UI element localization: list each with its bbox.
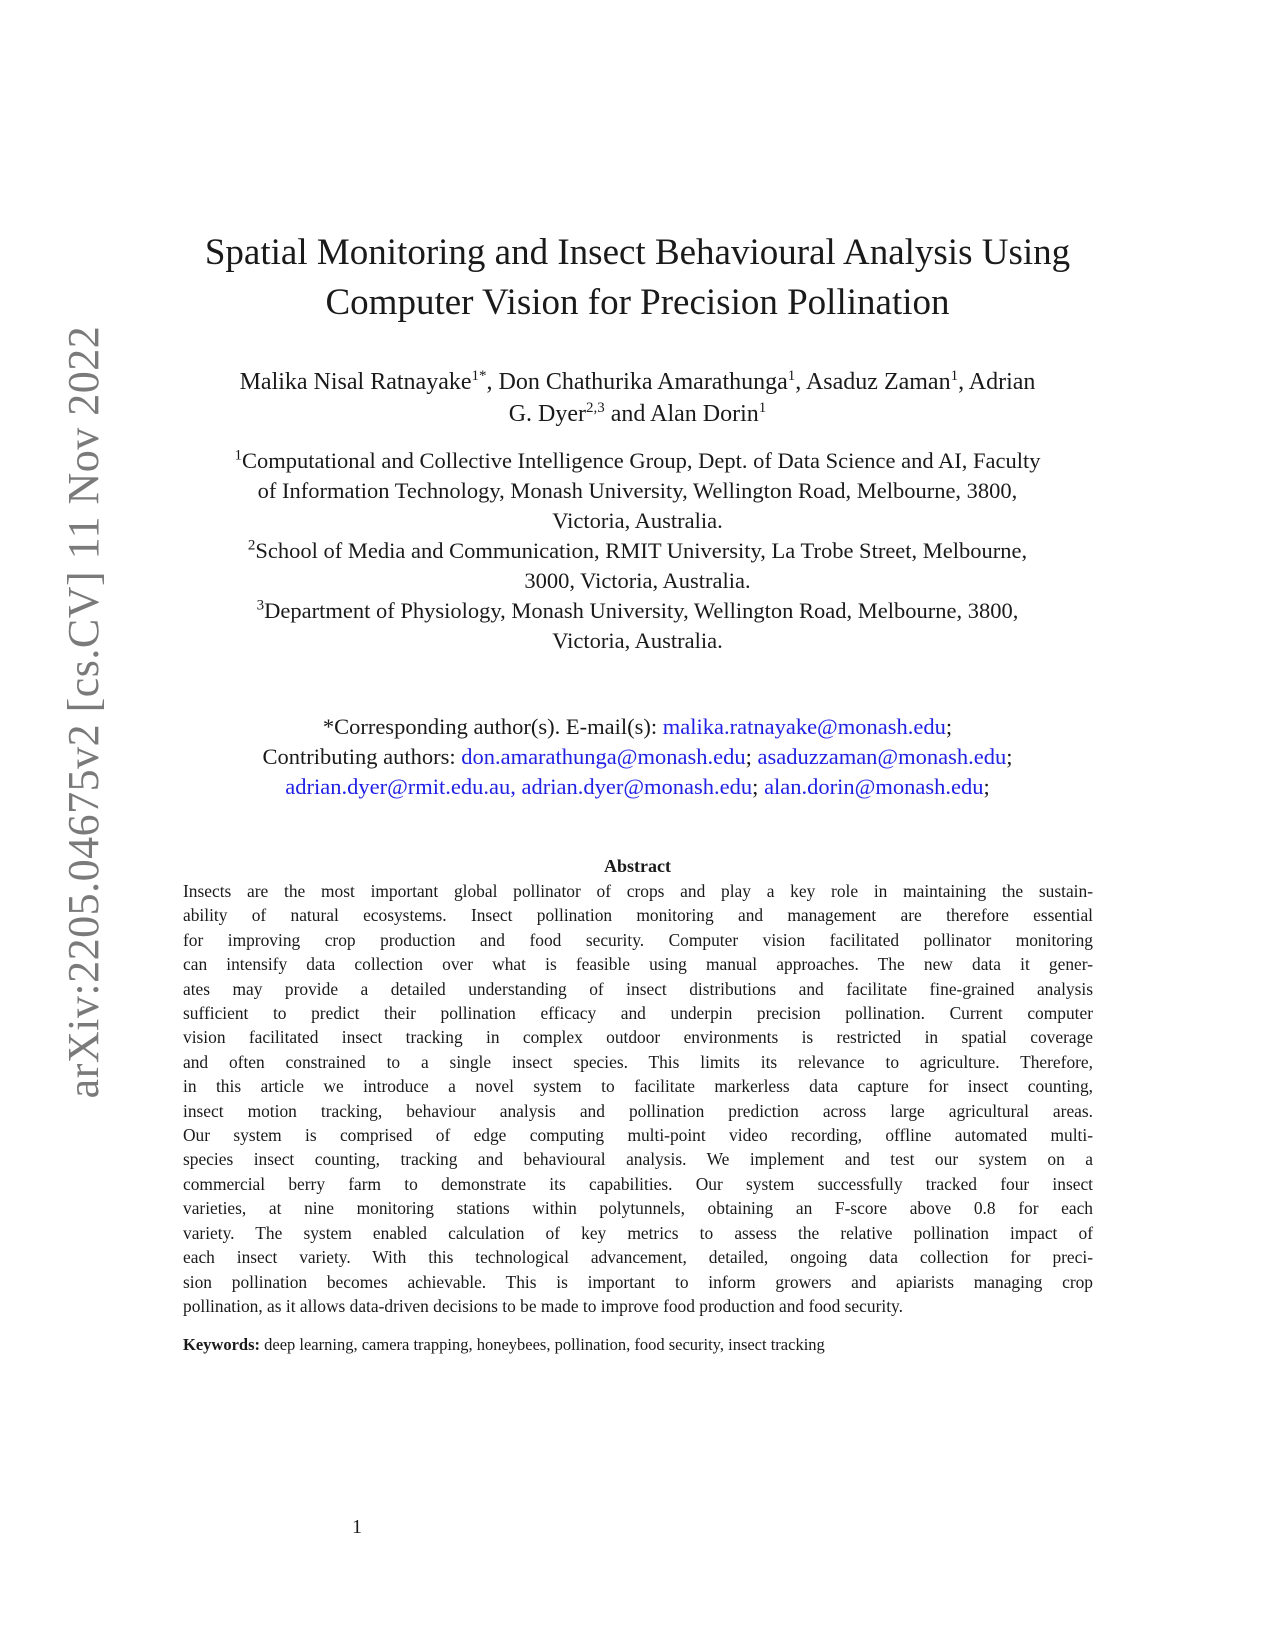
abstract-line: in this article we introduce a novel system to facilitate markerless data capture for insect counting, bbox=[183, 1076, 1093, 1097]
abstract-line: for improving crop production and food security. Computer vision facilitated pollinator monitoring bbox=[183, 929, 1093, 950]
abstract-line: species insect counting, tracking and behavioural analysis. We implement and test our system on a bbox=[183, 1149, 1093, 1170]
abstract-line: insect motion tracking, behaviour analysis and pollination prediction across large agricultural areas. bbox=[183, 1100, 1093, 1121]
abstract-line: ability of natural ecosystems. Insect pollination monitoring and management are therefore essential bbox=[183, 905, 1093, 926]
author-name: Don Chathurika Amarathunga bbox=[498, 369, 788, 395]
paper-title-line-1: Spatial Monitoring and Insect Behavioural Analysis Using bbox=[204, 232, 1071, 273]
author-name: G. Dyer bbox=[508, 401, 587, 427]
separator: ; bbox=[745, 744, 752, 769]
abstract-line: commercial berry farm to demonstrate its capabilities. Our system successfully tracked four insect bbox=[183, 1173, 1093, 1194]
abstract-line: each insect variety. With this technological advancement, detailed, ongoing data collection for preci- bbox=[183, 1247, 1093, 1268]
affiliation-marker: 3 bbox=[256, 597, 265, 614]
abstract-line: variety. The system enabled calculation of key metrics to assess the relative pollination impact of bbox=[183, 1222, 1093, 1243]
email-link-asaduz[interactable]: asaduzzaman@monash.edu bbox=[757, 744, 1007, 769]
affiliation-3-line-1 bbox=[150, 596, 1125, 626]
author-name: Alan Dorin bbox=[650, 401, 759, 427]
contributing-authors-label: Contributing authors: bbox=[262, 744, 456, 769]
author-affiliation-marker: 1 bbox=[787, 368, 796, 384]
affiliation-marker: 1 bbox=[234, 447, 242, 464]
author-affiliation-marker: 1* bbox=[471, 368, 487, 384]
corresponding-author-line bbox=[150, 712, 1125, 742]
affiliation-text: School of Media and Communication, RMIT University, La Trobe Street, Melbourne, bbox=[255, 538, 1028, 563]
affiliation-marker: 2 bbox=[247, 537, 256, 554]
email-link-adrian[interactable]: adrian.dyer@rmit.edu.au, adrian.dyer@monash.edu bbox=[285, 774, 753, 799]
abstract-body bbox=[183, 879, 1093, 1318]
author-name: Adrian bbox=[968, 369, 1036, 395]
abstract-heading: Abstract bbox=[604, 856, 671, 876]
separator: ; bbox=[752, 774, 759, 799]
abstract-line: Insects are the most important global pollinator of crops and play a key role in maintaining the sustain- bbox=[183, 881, 1093, 901]
contact-emails bbox=[150, 712, 1125, 802]
paper-title-line-2: Computer Vision for Precision Pollination bbox=[325, 282, 950, 323]
keywords-label: Keywords: bbox=[183, 1335, 260, 1354]
email-link-don[interactable]: don.amarathunga@monash.edu bbox=[461, 744, 746, 769]
affiliation-3-line-2: Victoria, Australia. bbox=[552, 628, 723, 653]
keywords-text: deep learning, camera trapping, honeybees, pollination, food security, insect tracking bbox=[264, 1335, 825, 1354]
abstract-line: sufficient to predict their pollination efficacy and underpin precision pollination. Current computer bbox=[183, 1003, 1093, 1024]
affiliation-text: Department of Physiology, Monash University, Wellington Road, Melbourne, 3800, bbox=[264, 598, 1019, 623]
abstract-line: ates may provide a detailed understanding of insect distributions and facilitate fine-grained analysis bbox=[183, 978, 1093, 999]
affiliation-2-line-1 bbox=[150, 536, 1125, 566]
affiliation-2-line-2: 3000, Victoria, Australia. bbox=[524, 568, 751, 593]
email-link-alan[interactable]: alan.dorin@monash.edu bbox=[764, 774, 984, 799]
author-line-2 bbox=[150, 398, 1125, 430]
affiliation-1-line-1 bbox=[150, 446, 1125, 476]
arxiv-identifier-stamp: arXiv:2205.04675v2 [cs.CV] 11 Nov 2022 bbox=[59, 325, 108, 1099]
author-name: Malika Nisal Ratnayake bbox=[239, 369, 472, 395]
abstract-line: and often constrained to a single insect species. This limits its relevance to agriculture. Therefore, bbox=[183, 1051, 1093, 1072]
abstract-line: pollination, as it allows data-driven decisions to be made to improve food production and food security. bbox=[183, 1295, 903, 1316]
author-list bbox=[150, 366, 1125, 430]
contributing-authors-line bbox=[150, 742, 1125, 772]
corresponding-author-label: *Corresponding author(s). E-mail(s): bbox=[322, 714, 658, 739]
corresponding-email-link[interactable]: malika.ratnayake@monash.edu bbox=[662, 714, 946, 739]
author-name: Asaduz Zaman bbox=[805, 369, 951, 395]
abstract-line: sion pollination becomes achievable. This is important to inform growers and apiarists managing crop bbox=[183, 1271, 1093, 1292]
affiliation-list bbox=[150, 446, 1125, 656]
affiliation-1-line-2: of Information Technology, Monash University, Wellington Road, Melbourne, 3800, bbox=[257, 478, 1018, 503]
separator: ; bbox=[1006, 744, 1013, 769]
affiliation-text: Computational and Collective Intelligence Group, Dept. of Data Science and AI, Faculty bbox=[241, 448, 1041, 473]
author-affiliation-marker: 1 bbox=[950, 368, 959, 384]
abstract-line: vision facilitated insect tracking in complex outdoor environments is restricted in spatial coverage bbox=[183, 1027, 1093, 1048]
page-number: 1 bbox=[352, 1516, 362, 1538]
author-conjunction: and bbox=[610, 401, 646, 427]
separator: ; bbox=[983, 774, 990, 799]
abstract-line: can intensify data collection over what is feasible using manual approaches. The new data it gener- bbox=[183, 954, 1093, 975]
author-affiliation-marker: 2,3 bbox=[586, 400, 605, 416]
affiliation-1-line-3: Victoria, Australia. bbox=[552, 508, 723, 533]
abstract-line: Our system is comprised of edge computing multi-point video recording, offline automated multi- bbox=[183, 1125, 1093, 1146]
abstract-line: varieties, at nine monitoring stations within polytunnels, obtaining an F-score above 0.8 for each bbox=[183, 1198, 1093, 1219]
separator: ; bbox=[945, 714, 953, 739]
author-line-1: Malika Nisal Ratnayake$^{1*}$, Don Chathurika Amarathunga$^1$, Asaduz Zaman$^1$, Adrian bbox=[239, 368, 1036, 395]
keywords bbox=[183, 1334, 1093, 1356]
paper-title bbox=[150, 228, 1125, 328]
contributing-authors-line-2 bbox=[150, 772, 1125, 802]
author-affiliation-marker: 1 bbox=[758, 400, 767, 416]
